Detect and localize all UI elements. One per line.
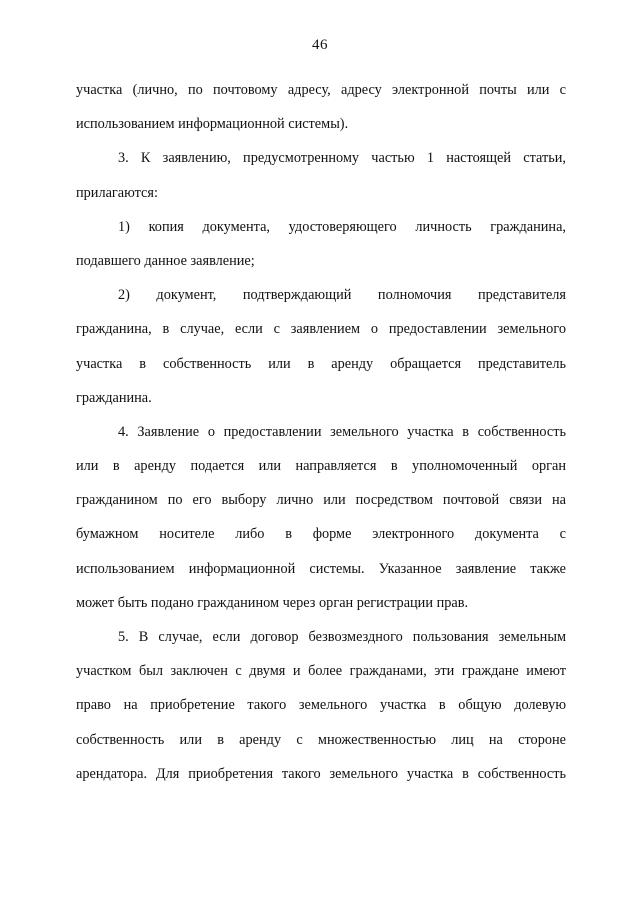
text-line: использованием информационной системы).	[76, 116, 349, 133]
text-line: собственность или в аренду с множественностью лиц на стороне	[76, 731, 566, 748]
page-number: 46	[312, 37, 328, 53]
text-line: или в аренду подается или направляется в уполномоченный орган	[76, 458, 566, 475]
text-line: использованием информационной системы. Указанное заявление также	[76, 560, 566, 577]
text-line: арендатора. Для приобретения такого земельного участка в собственность	[76, 765, 566, 782]
document-body	[76, 73, 566, 791]
text-line: гражданина, в случае, если с заявлением о предоставлении земельного	[76, 321, 566, 338]
text-line: может быть подано гражданином через орган регистрации прав.	[76, 594, 469, 611]
text-line: гражданина.	[76, 389, 152, 406]
text-line: право на приобретение такого земельного участка в общую долевую	[76, 697, 566, 714]
text-line: участка в собственность или в аренду обращается представитель	[76, 355, 566, 372]
text-line: 3. К заявлению, предусмотренному частью 1 настоящей статьи,	[118, 150, 566, 167]
text-line: гражданином по его выбору лично или посредством почтовой связи на	[76, 492, 566, 509]
text-line: 1) копия документа, удостоверяющего личность гражданина,	[118, 218, 566, 235]
text-line: 4. Заявление о предоставлении земельного участка в собственность	[118, 423, 566, 440]
text-line: прилагаются:	[76, 184, 158, 201]
text-line: бумажном носителе либо в форме электронного документа с	[76, 526, 566, 543]
text-line: участка (лично, по почтовому адресу, адресу электронной почты или с	[76, 82, 566, 98]
text-line: 5. В случае, если договор безвозмездного пользования земельным	[118, 629, 566, 645]
text-line: подавшего данное заявление;	[76, 252, 255, 269]
text-line: 2) документ, подтверждающий полномочия представителя	[118, 287, 566, 304]
text-line: участком был заключен с двумя и более гражданами, эти граждане имеют	[76, 663, 566, 680]
